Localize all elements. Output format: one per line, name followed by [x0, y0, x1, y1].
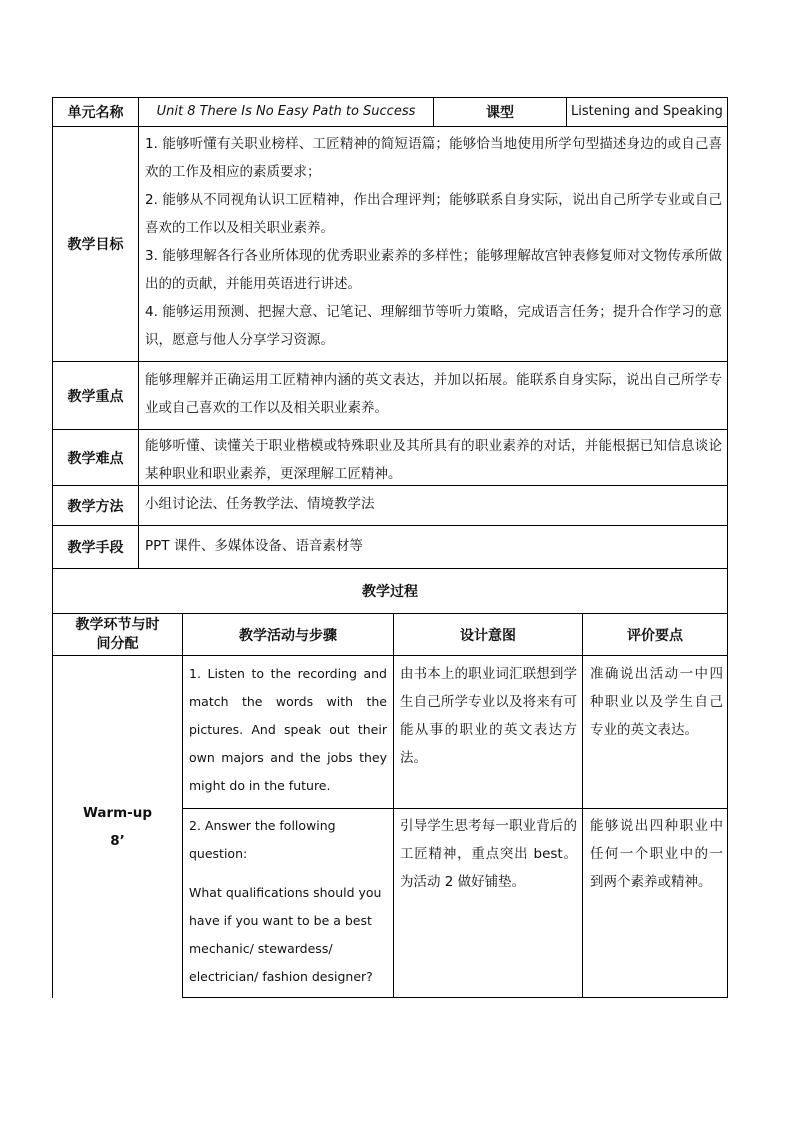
objective-2: 2. 能够从不同视角认识工匠精神，作出合理评判；能够联系自身实际，说出自己所学专业或自己喜欢的工作以及相关职业素养。 [145, 192, 722, 236]
eval-2 [590, 812, 723, 994]
difficulties-text [145, 432, 722, 484]
lesson-type-label: 课型 [486, 105, 514, 121]
key-points-label: 教学重点 [67, 388, 124, 405]
eval-2-text: 能够说出四种职业中任何一个职业中的一到两个素养或精神。 [590, 818, 723, 890]
rule-between-activities [182, 808, 728, 809]
col-eval-header: 评价要点 [627, 627, 683, 644]
objectives-content [145, 130, 722, 358]
activity-2-line1: 2. Answer the following question: [189, 818, 336, 861]
unit-name-label: 单元名称 [67, 105, 124, 121]
stage-name: Warm-up [82, 804, 153, 821]
methods-text: 小组讨论法、任务教学法、情境教学法 [145, 496, 375, 512]
activity-2-line2: What qualifications should you have if you want to be a best mechanic/ stewardess/ electrician/ fashion designer? [189, 885, 382, 984]
methods-label: 教学方法 [67, 498, 124, 515]
activity-2 [189, 812, 387, 994]
rule-right [727, 97, 728, 998]
objective-1: 1. 能够听懂有关职业榜样、工匠精神的简短语篇；能够恰当地使用所学句型描述身边的或自己喜欢的工作及相应的素质要求； [145, 136, 722, 180]
means-label: 教学手段 [67, 540, 124, 556]
eval-1 [590, 660, 723, 806]
rule-label-col [138, 97, 139, 569]
objective-4: 4. 能够运用预测、把握大意、记笔记、理解细节等听力策略，完成语言任务；提升合作学习的意识，愿意与他人分享学习资源。 [145, 304, 722, 348]
intent-1-text: 由书本上的职业词汇联想到学生自己所学专业以及将来有可能从事的职业的英文表达方法。 [400, 666, 577, 766]
process-title: 教学过程 [362, 584, 418, 600]
rule-process-col1 [182, 613, 183, 998]
means-text: PPT 课件、多媒体设备、语音素材等 [145, 538, 363, 554]
activity-1-text: 1. Listen to the recording and match the words with the pictures. And speak out their own majors and the jobs they might do in the future. [189, 666, 387, 793]
rule-after-objectives [52, 361, 728, 362]
objectives-label: 教学目标 [67, 237, 124, 253]
col-intent-header: 设计意图 [460, 627, 516, 644]
col-stage-header [53, 614, 182, 655]
col-activity-header: 教学活动与步骤 [239, 627, 337, 644]
unit-title: Unit 8 There Is No Easy Path to Success [156, 104, 416, 119]
stage-time: 8’ [110, 832, 125, 849]
eval-1-text: 准确说出活动一中四种职业以及学生自己专业的英文表达。 [590, 666, 723, 738]
key-points-paragraph: 能够理解并正确运用工匠精神内涵的英文表达，并加以拓展。能联系自身实际，说出自己所学专业或自己喜欢的工作以及相关职业素养。 [145, 372, 722, 416]
rule-process-col3 [582, 613, 583, 998]
objective-3: 3. 能够理解各行各业所体现的优秀职业素养的多样性；能够理解故宫钟表修复师对文物传承所做出的的贡献，并能用英语进行讲述。 [145, 248, 722, 292]
rule-bottom-activities [182, 997, 728, 998]
rule-after-header [52, 126, 728, 127]
intent-1 [400, 660, 577, 806]
lesson-type-value: Listening and Speaking [571, 104, 723, 119]
difficulties-paragraph: 能够听懂、读懂关于职业楷模或特殊职业及其所具有的职业素养的对话，并能根据已知信息谈论某种职业和职业素养，更深理解工匠精神。 [145, 438, 722, 482]
intent-2 [400, 812, 577, 994]
stage-cell [53, 656, 182, 997]
intent-2-text: 引导学生思考每一职业背后的工匠精神，重点突出 best。为活动 2 做好铺垫。 [400, 818, 577, 890]
col-stage-text: 教学环节与时间分配 [75, 616, 160, 652]
rule-process-col2 [393, 613, 394, 998]
difficulties-label: 教学难点 [67, 450, 124, 467]
rule-after-keypoints [52, 429, 728, 430]
key-points-text [145, 366, 722, 426]
activity-1 [189, 660, 387, 806]
